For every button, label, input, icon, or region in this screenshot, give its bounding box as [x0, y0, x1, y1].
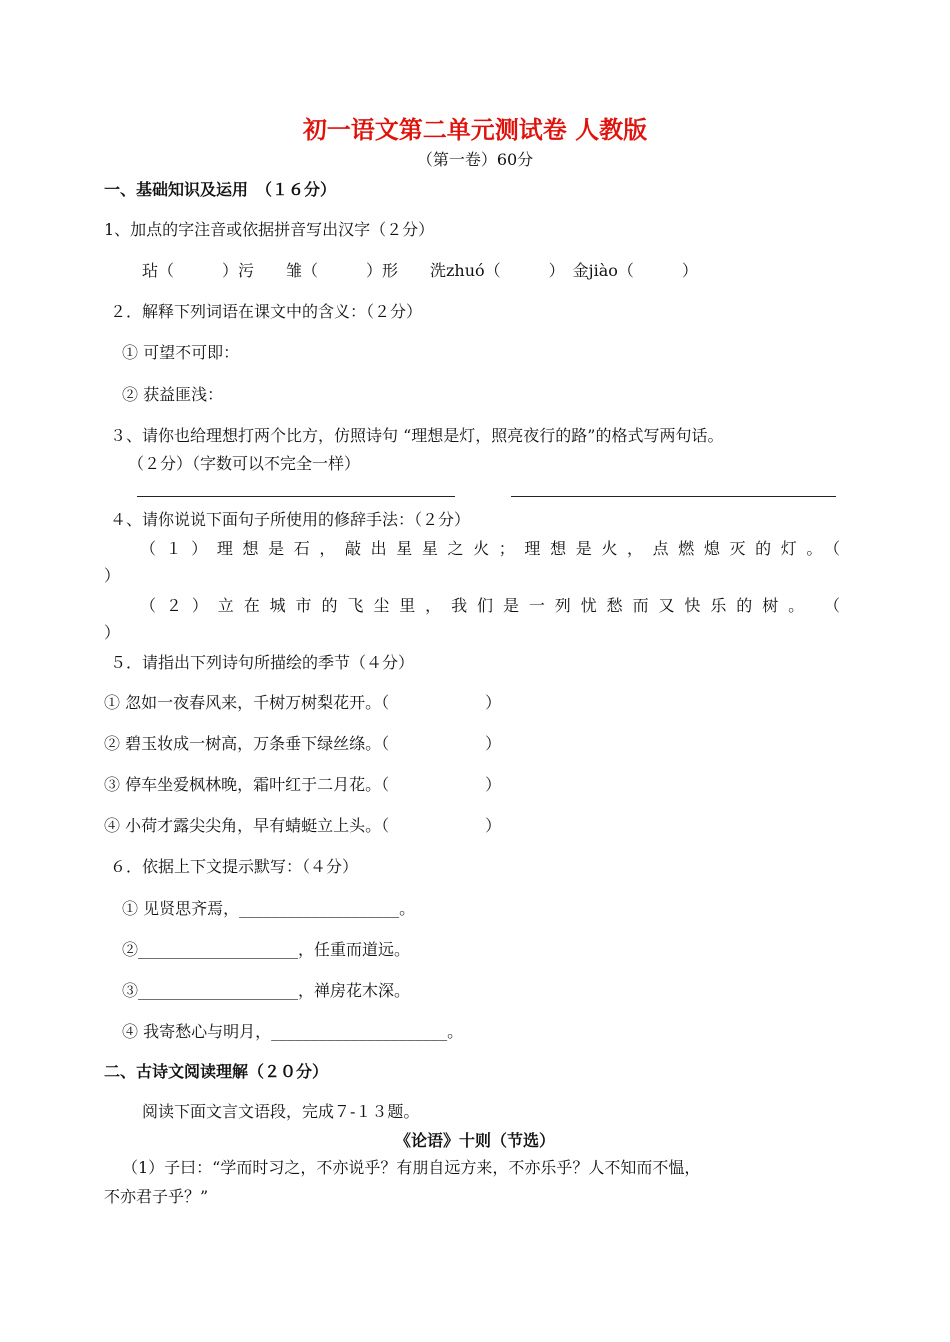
- reading-paragraph-1-cont: 不亦君子乎？”: [104, 1187, 209, 1206]
- volume-subtitle: （第一卷）60分: [416, 150, 534, 169]
- q4-sentence-2-close: ）: [104, 623, 121, 642]
- q6-stem: ６．依据上下文提示默写：（４分）: [110, 857, 359, 876]
- q3-answer-blank-1[interactable]: [137, 496, 455, 497]
- q6-item-2: ②____________________，任重而道远。: [122, 940, 411, 959]
- q3-stem: ３、请你也给理想打两个比方，仿照诗句 “理想是灯，照亮夜行的路”的格式写两句话。: [110, 426, 724, 445]
- reading-text-title: 《论语》十则（节选）: [394, 1131, 555, 1150]
- q6-item-4: ④ 我寄愁心与明月，______________________。: [122, 1022, 464, 1041]
- q3-answer-blank-2[interactable]: [511, 496, 836, 497]
- q2-stem: ２．解释下列词语在课文中的含义：（２分）: [110, 302, 423, 321]
- q3-stem-continued: （２分）（字数可以不完全一样）: [128, 454, 361, 473]
- page-title: 初一语文第二单元测试卷 人教版: [302, 115, 648, 144]
- q6-item-3: ③____________________，禅房花木深。: [122, 981, 411, 1000]
- q2-item-2: ② 获益匪浅：: [122, 385, 224, 404]
- q5-stem: ５．请指出下列诗句所描绘的季节（４分）: [110, 653, 415, 672]
- section-1-heading: 一、基础知识及运用 （１６分）: [104, 180, 337, 199]
- q2-item-1: ① 可望不可即：: [122, 343, 240, 362]
- q4-stem: ４、请你说说下面句子所使用的修辞手法：（２分）: [110, 510, 471, 529]
- q1-answer-line: 玷（ ）污 雏（ ）形 洗zhuó（ ） 金jiào（ ）: [142, 261, 698, 280]
- q5-item-1: ① 忽如一夜春风来，千树万树梨花开。（ ）: [104, 693, 502, 712]
- q5-item-2: ② 碧玉妆成一树高，万条垂下绿丝绦。（ ）: [104, 734, 502, 753]
- q5-item-3: ③ 停车坐爱枫林晚，霜叶红于二月花。（ ）: [104, 775, 502, 794]
- q5-item-4: ④ 小荷才露尖尖角，早有蜻蜓立上头。（ ）: [104, 816, 502, 835]
- q4-sentence-1: （１）理想是石，敲出星星之火；理想是火，点燃熄灭的灯。（: [140, 539, 840, 558]
- q1-stem: 1、加点的字注音或依据拼音写出汉字（２分）: [104, 220, 435, 239]
- q6-item-1: ① 见贤思齐焉，____________________。: [122, 899, 416, 918]
- reading-paragraph-1: （1）子曰：“学而时习之，不亦说乎？有朋自远方来，不亦乐乎？人不知而不愠，: [122, 1158, 701, 1177]
- q4-sentence-1-close: ）: [104, 566, 121, 585]
- q4-sentence-2: （２）立在城市的飞尘里，我们是一列忧愁而又快乐的树。 （: [140, 596, 840, 615]
- section-2-heading: 二、古诗文阅读理解（２０分）: [104, 1062, 329, 1081]
- section-2-intro: 阅读下面文言文语段，完成７-１３题。: [142, 1102, 420, 1121]
